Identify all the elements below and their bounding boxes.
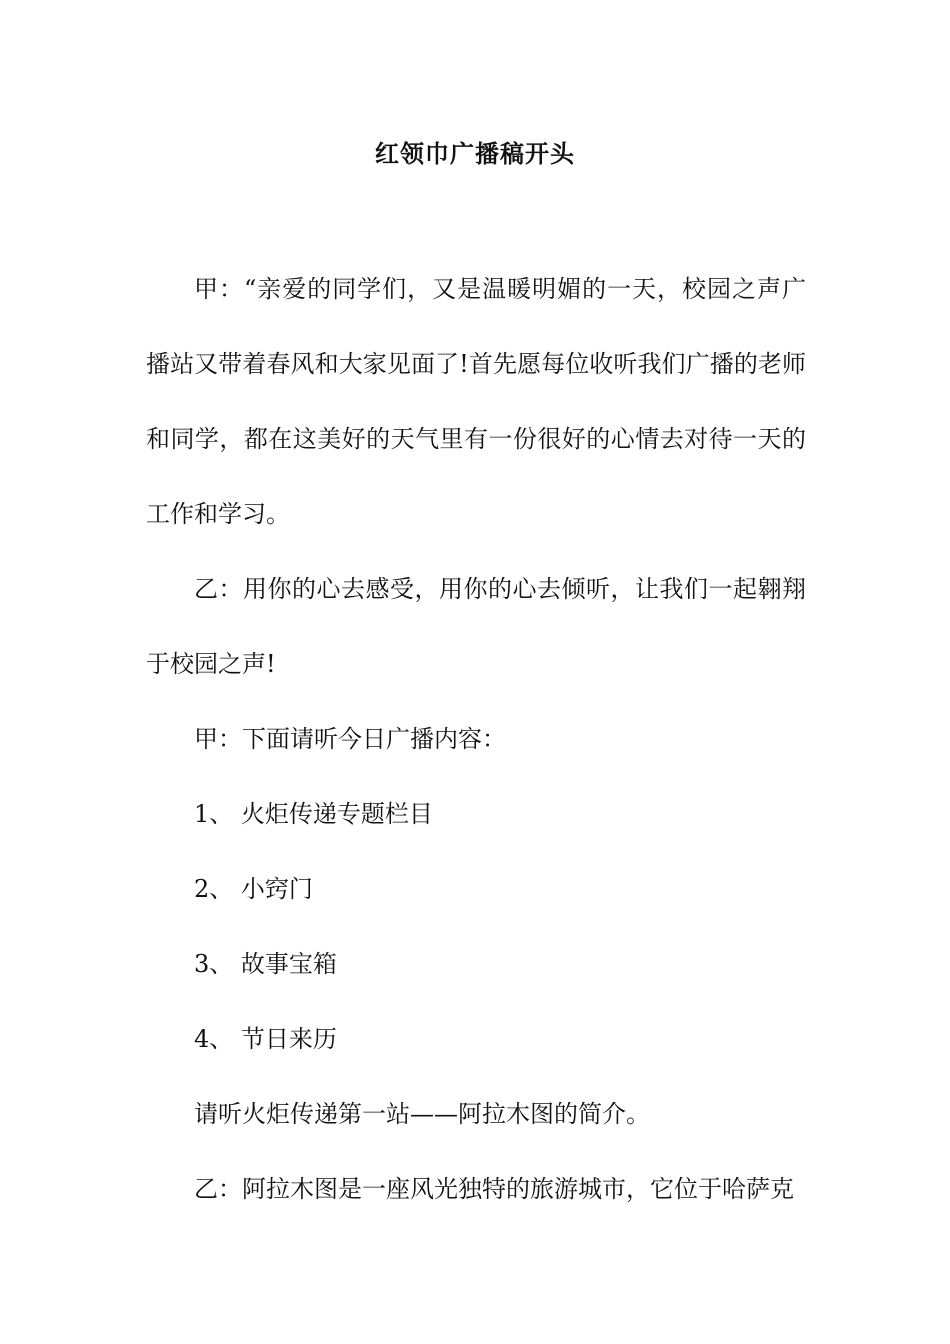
paragraph-almaty: 乙：阿拉木图是一座风光独特的旅游城市，它位于哈萨克 <box>194 1175 794 1203</box>
paragraph-greeting: 甲：“亲爱的同学们，又是温暖明媚的一天，校园之声广播站又带着春风和大家见面了!首先愿每位收听我们广播的老师和同学，都在这美好的天气里有一份很好的心情去对待一天的工作和学习。 <box>146 275 806 528</box>
paragraph-content-intro: 甲：下面请听今日广播内容： <box>194 725 506 753</box>
document-body <box>146 252 806 1227</box>
paragraph-torch-intro: 请听火炬传递第一站——阿拉木图的简介。 <box>194 1100 650 1128</box>
paragraph-invitation: 乙：用你的心去感受，用你的心去倾听，让我们一起翱翔于校园之声! <box>146 575 806 678</box>
document-title: 红领巾广播稿开头 <box>375 140 575 168</box>
list-item-2: 2、 小窍门 <box>194 875 313 903</box>
list-item-3: 3、 故事宝箱 <box>194 950 337 978</box>
list-item-4: 4、 节日来历 <box>194 1025 337 1053</box>
list-item-1: 1、 火炬传递专题栏目 <box>194 800 433 828</box>
